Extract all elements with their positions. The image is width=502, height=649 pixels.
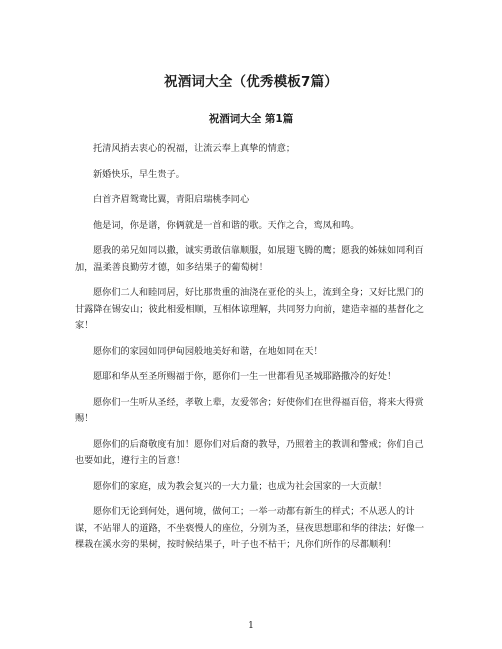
paragraph: 他是词，你是谱，你俩就是一首和谐的歌。天作之合，鸾凤和鸣。 <box>93 219 360 231</box>
page-number: 1 <box>248 621 254 631</box>
paragraph: 愿你们二人和睦同居，好比那贵重的油浇在亚伦的头上，流到全身；又好比黑门的甘露降在锡安山；彼此相爱相顺，互相体谅理解，共同努力向前，建造幸福的基督化之家！ <box>75 287 425 331</box>
document-body <box>75 141 431 563</box>
paragraph: 白首齐眉鸳鸯比翼，青阳启瑞桃李同心 <box>93 194 250 205</box>
paragraph: 愿耶和华从至圣所赐福于你，愿你们一生一世都看见圣城耶路撒冷的好处！ <box>93 371 397 382</box>
paragraph: 新婚快乐，早生贵子。 <box>93 168 185 180</box>
paragraph: 愿你们无论到何处，遇何境，做何工；一举一动都有新生的样式；不从恶人的计谋，不站罪人的道路，不坐亵慢人的座位，分别为圣，昼夜思想耶和华的律法；好像一棵栽在溪水旁的果树，按时候结果子，叶子也不枯干；凡你们所作的尽都顺利！ <box>75 506 425 550</box>
paragraph: 愿你们一生听从圣经，孝敬上辈，友爱邻舍；好使你们在世得福百倍，将来大得赏赐！ <box>75 396 424 424</box>
section-title: 祝酒词大全 第1篇 <box>208 113 294 125</box>
paragraph: 愿你们的家庭，成为教会复兴的一大力量；也成为社会国家的一大贡献！ <box>93 480 387 492</box>
document-title: 祝酒词大全（优秀模板7篇） <box>164 74 338 90</box>
paragraph: 托清风捎去衷心的祝福，让流云奉上真挚的情意； <box>93 143 296 154</box>
paragraph: 愿你们的家园如同伊甸园般地美好和谐，在地如同在天！ <box>93 345 323 357</box>
paragraph: 愿我的弟兄如同以撒，诚实勇敢信靠顺服，如展翅飞腾的鹰；愿我的姊妹如同利百加，温柔善良勤劳才德，如多结果子的葡萄树！ <box>75 245 424 273</box>
paragraph: 愿你们的后裔敬度有加！愿你们对后裔的教导，乃照着主的教训和警戒；你们自己也要如此，遵行主的旨意！ <box>75 438 424 466</box>
